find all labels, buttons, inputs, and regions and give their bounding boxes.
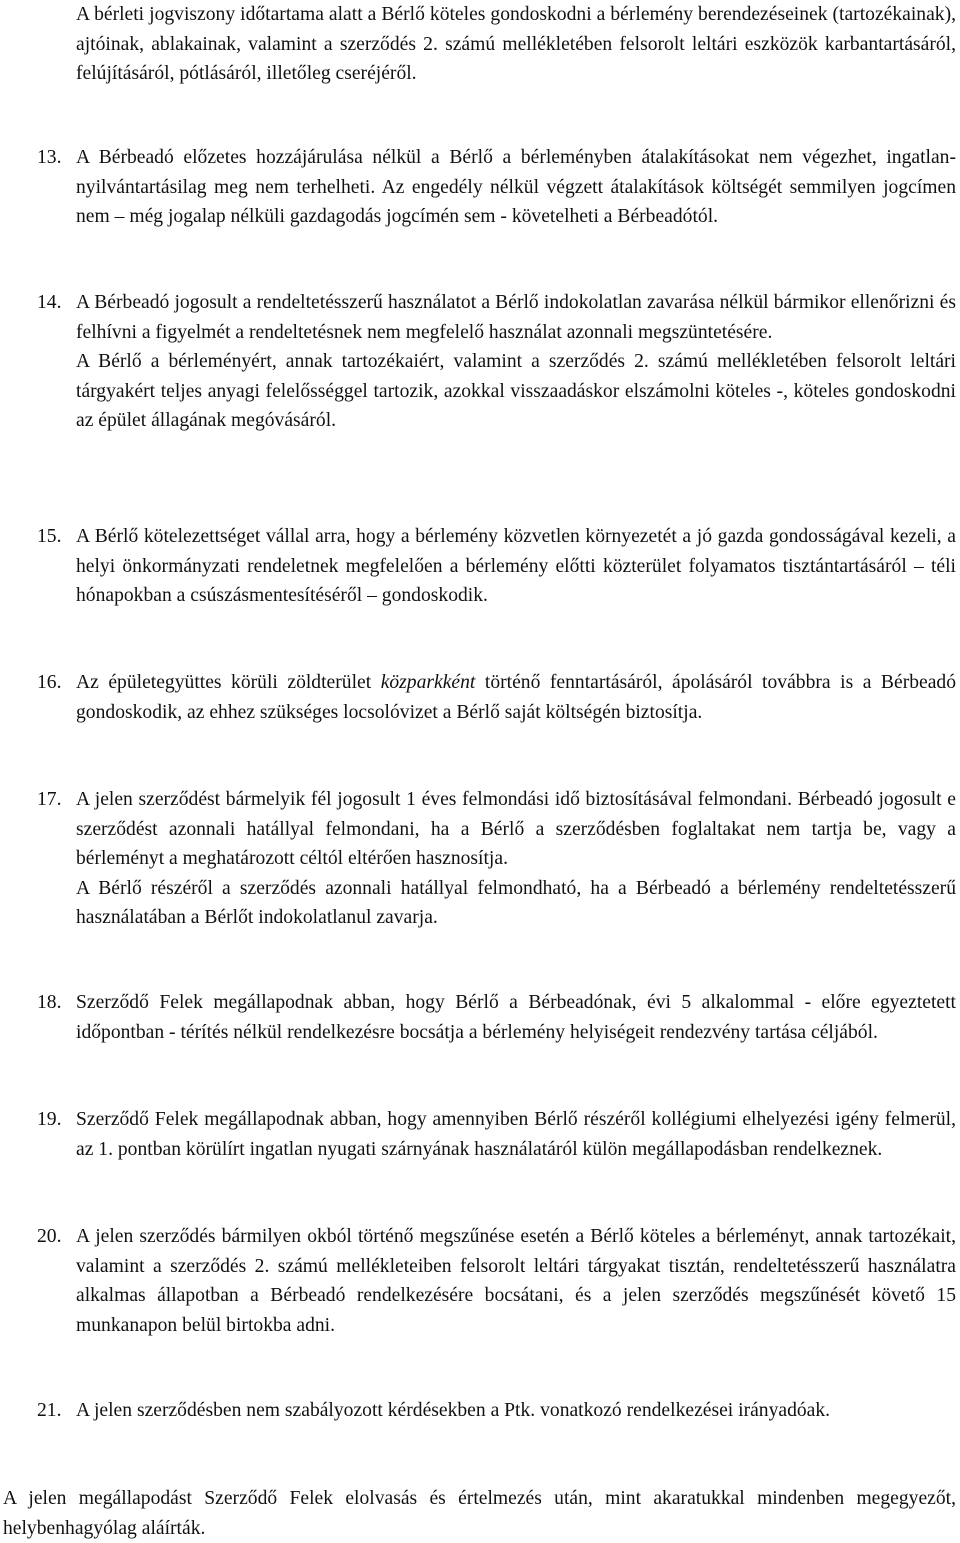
clause-text: A Bérbeadó jogosult a rendeltetésszerű használatot a Bérlő indokolatlan zavarása nélkül bármikor ellenőrizni és felhívni a figyelmét a rendeltetésnek nem megfelelő használat azonnali megszüntetésére. [76, 292, 956, 343]
clause-17 [37, 785, 956, 933]
closing-paragraph: A jelen megállapodást Szerződő Felek elolvasás és értelmezés után, mint akaratukkal mindenben megegyezőt, helybenhagyólag aláírták. [3, 1488, 956, 1539]
clause-16 [37, 668, 956, 727]
clause-text [76, 668, 956, 727]
clause-text: A jelen szerződésben nem szabályozott kérdésekben a Ptk. vonatkozó rendelkezései irányadóak. [76, 1400, 831, 1421]
clause-text: Szerződő Felek megállapodnak abban, hogy Bérlő a Bérbeadónak, évi 5 alkalommal - előre egyeztetett időpontban - térítés nélkül rendelkezésre bocsátja a bérlemény helyiségeit rendezvény tartása céljából. [76, 992, 956, 1043]
clause-19 [37, 1105, 956, 1164]
clause-text: A Bérbeadó előzetes hozzájárulása nélkül a Bérlő a bérleményben átalakításokat nem végezhet, ingatlan-nyilvántartásilag meg nem terhelheti. Az engedély nélkül végzett átalakítások költségét semmilyen jogcímen nem – még jogalap nélküli gazdagodás jogcímén sem - követelheti a Bérbeadótól. [76, 147, 956, 227]
emphasized-term: közparkként [380, 672, 476, 693]
clause-number: 18. [37, 992, 62, 1013]
clause-text-part: történő fenntartásáról, ápolásáról továbbra is a Bérbeadó gondoskodik, az ehhez szükséges locsolóvizet a Bérlő saját költségén biztosítja. [76, 672, 956, 723]
clause-text: Szerződő Felek megállapodnak abban, hogy amennyiben Bérlő részéről kollégiumi elhelyezési igény felmerül, az 1. pontban körülírt ingatlan nyugati szárnyának használatáról külön megállapodásban rendelkeznek. [76, 1109, 956, 1160]
clause-number: 19. [37, 1109, 62, 1130]
clause-text: A Bérlő részéről a szerződés azonnali hatállyal felmondható, ha a Bérbeadó a bérlemény rendeltetésszerű használatában a Bérlőt indokolatlanul zavarja. [76, 877, 956, 928]
intro-paragraph: A bérleti jogviszony időtartama alatt a Bérlő köteles gondoskodni a bérlemény berendezéseinek (tartozékainak), ajtóinak, ablakainak, valamint a szerződés 2. számú mellékletében felsorolt leltári eszközök karbantartásáról, felújításáról, pótlásáról, illetőleg cseréjéről. [76, 4, 956, 84]
clause-number: 14. [37, 292, 62, 313]
clause-number: 16. [37, 672, 62, 693]
clause-20 [37, 1222, 956, 1340]
clause-text: A Bérlő a bérleményért, annak tartozékaiért, valamint a szerződés 2. számú mellékletében felsorolt leltári tárgyakért teljes anyagi felelősséggel tartozik, azokkal visszaadáskor elszámolni köteles -, köteles gondoskodni az épület állagának megóvásáról. [76, 351, 956, 431]
clause-text: A jelen szerződést bármelyik fél jogosult 1 éves felmondási idő biztosításával felmondani. Bérbeadó jogosult e szerződést azonnali hatállyal felmondani, ha a Bérlő a szerződésben foglaltakat nem tartja be, vagy a bérleményt a meghatározott céltól eltérően hasznosítja. [76, 789, 956, 869]
clause-number: 17. [37, 789, 62, 810]
clause-number: 20. [37, 1226, 62, 1247]
clause-15 [37, 522, 956, 611]
clause-number: 13. [37, 147, 62, 168]
clause-18 [37, 988, 956, 1047]
clause-21 [37, 1396, 956, 1426]
clause-text: A jelen szerződés bármilyen okból történő megszűnése esetén a Bérlő köteles a bérleményt, annak tartozékait, valamint a szerződés 2. számú mellékleteiben felsorolt leltári tárgyakat tisztán, rendeltetésszerű használatra alkalmas állapotban a Bérbeadó rendelkezésére bocsátani, és a jelen szerződés megszűnését követő 15 munkanapon belül birtokba adni. [76, 1226, 956, 1336]
clause-number: 15. [37, 526, 62, 547]
clause-text-part: Az épületegyüttes körüli zöldterület [76, 672, 381, 693]
clause-14 [37, 288, 956, 436]
clause-13 [37, 143, 956, 232]
clause-text: A Bérlő kötelezettséget vállal arra, hogy a bérlemény közvetlen környezetét a jó gazda gondosságával kezeli, a helyi önkormányzati rendeletnek megfelelően a bérlemény előtti közterület folyamatos tisztántartásáról – téli hónapokban a csúszásmentesítéséről – gondoskodik. [76, 526, 956, 606]
clause-number: 21. [37, 1400, 62, 1421]
